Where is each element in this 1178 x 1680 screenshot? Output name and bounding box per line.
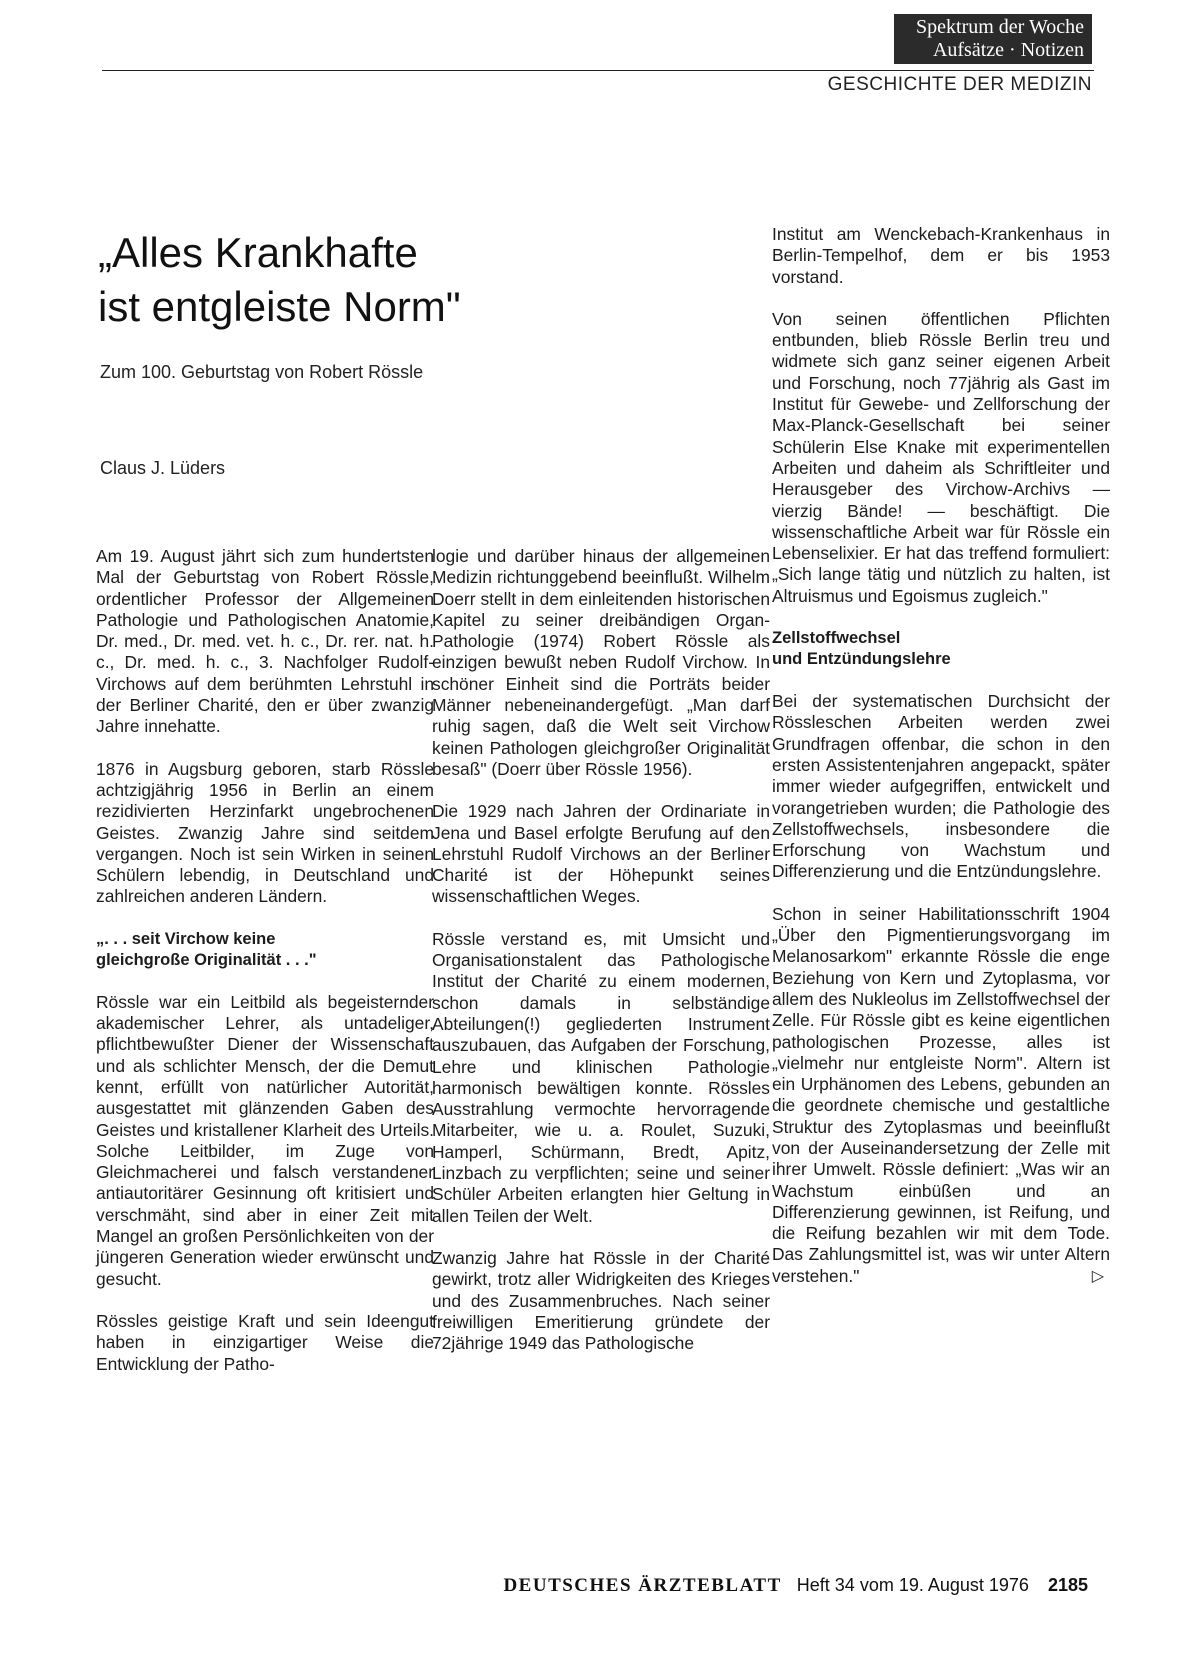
article-title-line-2: ist entgleiste Norm" [98,283,461,330]
section-badge-line-2: Aufsätze · Notizen [932,39,1084,61]
body-paragraph: Die 1929 nach Jahren der Ordinariate in Jena und Basel erfolgte Berufung auf den Lehrstuhl Rudolf Virchows an der Berliner Charité ist der Höhepunkt seines wissenschaftlichen Weges. [432,801,770,907]
section-heading-line: „. . . seit Virchow keine [96,929,276,948]
journal-name: DEUTSCHES ÄRZTEBLATT [503,1575,782,1596]
section-heading-line: und Entzündungslehre [772,650,951,669]
article-title [98,226,518,334]
continue-arrow-icon: ▷ [1091,1267,1104,1285]
body-paragraph: logie und darüber hinaus der allgemeinen Medizin richtunggebend beeinflußt. Wilhelm Doerr stellt in dem einleitenden historischen Kapitel zu seiner dreibändigen Organ-Pathologie (1974) Robert Rössle als einzigen bewußt neben Rudolf Virchow. In schöner Einheit sind die Porträts beider Männer nebeneinandergefügt. „Man darf ruhig sagen, daß die Welt seit Virchow keinen Pathologen gleichgroßer Originalität besaß" (Doerr über Rössle 1956). [432,546,770,779]
page-footer [503,1575,1088,1597]
body-paragraph: Schon in seiner Habilitationsschrift 1904 „Über den Pigmentierungsvorgang im Melanosarkom" erkannte Rössle die enge Beziehung von Kern und Zytoplasma, vor allem des Nukleolus im Zellstoffwechsel der Zelle. Für Rössle gibt es keine eigentlichen pathologischen Prozesse, alles ist „vielmehr nur entgleiste Norm". Altern ist ein Urphänomen des Lebens, gebunden an die geordnete chemische und gestaltliche Struktur des Zytoplasmas und beeinflußt von der Auseinandersetzung der Zelle mit ihrer Umwelt. Rössle definiert: „Was wir an Wachstum einbüßen und an Differenzierung gewinnen, ist Reifung, und die Reifung bezahlen wir mit dem Tode. Das Zahlungsmittel ist, was wir unter Altern verstehen." ▷ [772,903,1110,1286]
rubric: GESCHICHTE DER MEDIZIN [827,74,1092,95]
article-title-line-1: „Alles Krankhafte [98,229,418,276]
section-heading [96,929,434,971]
section-badge-line-1: Spektrum der Woche [916,16,1084,38]
body-paragraph: Am 19. August jährt sich zum hundertsten Mal der Geburtstag von Robert Rössle, ordentlicher Professor der Allgemeinen Pathologie und Pathologischen Anatomie, Dr. med., Dr. med. vet. h. c., Dr. rer. nat. h. c., Dr. med. h. c., 3. Nachfolger Rudolf-Virchows auf dem berühmten Lehrstuhl in der Berliner Charité, den er über zwanzig Jahre innehatte. [96,546,434,737]
body-paragraph: 1876 in Augsburg geboren, starb Rössle achtzigjährig 1956 in Berlin an einem rezidivierten Herzinfarkt ungebrochenen Geistes. Zwanzig Jahre sind seitdem vergangen. Noch ist sein Wirken in seinen Schülern lebendig, in Deutschland und zahlreichen anderen Ländern. [96,758,434,907]
body-paragraph: Rössles geistige Kraft und sein Ideengut haben in einzigartiger Weise die Entwicklung der Patho- [96,1310,434,1374]
body-paragraph: Rössle verstand es, mit Umsicht und Organisationstalent das Pathologische Institut der Charité zu einem modernen, schon damals in selbständige Abteilungen(!) gegliederten Instrument auszubauen, das Aufgaben der Forschung, Lehre und klinischen Pathologie harmonisch bewältigen konnte. Rössles Ausstrahlung vermochte hervorragende Mitarbeiter, wie u. a. Roulet, Suzuki, Hamperl, Schürmann, Bredt, Apitz, Linzbach zu verpflichten; seine und seiner Schüler Arbeiten erlangten hier Geltung in allen Teilen der Welt. [432,928,770,1226]
section-badge [894,14,1092,64]
issue-info: Heft 34 vom 19. August 1976 [796,1575,1029,1595]
article-subtitle: Zum 100. Geburtstag von Robert Rössle [100,362,424,382]
body-paragraph: Von seinen öffentlichen Pflichten entbunden, blieb Rössle Berlin treu und widmete sich ganz seiner eigenen Arbeit und Forschung, noch 77jährig als Gast im Institut für Gewebe- und Zellforschung der Max-Planck-Gesellschaft bei seiner Schülerin Else Knake mit experimentellen Arbeiten und daheim als Schriftleiter und Herausgeber des Virchow-Archivs — vierzig Bände! — beschäftigt. Die wissenschaftliche Arbeit war für Rössle ein Lebenselixier. Er hat das treffend formuliert: „Sich lange tätig und nützlich zu halten, ist Altruismus und Egoismus zugleich." [772,308,1110,606]
section-heading-line: Zellstoffwechsel [772,629,901,648]
body-paragraph: Bei der systematischen Durchsicht der Rössleschen Arbeiten werden zwei Grundfragen offenbar, die schon in den ersten Assistentenjahren angepackt, später immer wieder aufgegriffen, entwickelt und vorangetrieben wurden; die Pathologie des Zellstoffwechsels, insbesondere die Erforschung von Wachstum und Differenzierung und die Entzündungslehre. [772,691,1110,882]
page-number: 2185 [1047,1575,1088,1595]
section-heading [772,628,1110,670]
text-column-3 [772,224,1110,1308]
text-column-1 [96,546,434,1396]
text-column-2 [432,546,770,1375]
body-paragraph: Zwanzig Jahre hat Rössle in der Charité gewirkt, trotz aller Widrigkeiten des Krieges und des Zusammenbruches. Nach seiner freiwilligen Emeritierung gründete der 72jährige 1949 das Pathologische [432,1247,770,1354]
header-rule [102,70,1094,71]
section-heading-line: gleichgroße Originalität . . ." [96,950,317,969]
article-author: Claus J. Lüders [100,458,226,478]
body-paragraph: Rössle war ein Leitbild als begeisternder akademischer Lehrer, als untadeliger, pflichtbewußter Diener der Wissenschaft und als schlichter Mensch, der die Demut kennt, erfüllt von natürlicher Autorität, ausgestattet mit glänzenden Gaben des Geistes und kristallener Klarheit des Urteils. Solche Leitbilder, im Zuge von Gleichmacherei und falsch verstandener antiautoritärer Gesinnung oft kritisiert und verschmäht, sind aber in einer Zeit mit Mangel an großen Persönlichkeiten von der jüngeren Generation wieder erwünscht und gesucht. [96,991,434,1289]
body-paragraph: Institut am Wenckebach-Krankenhaus in Berlin-Tempelhof, dem er bis 1953 vorstand. [772,224,1110,287]
